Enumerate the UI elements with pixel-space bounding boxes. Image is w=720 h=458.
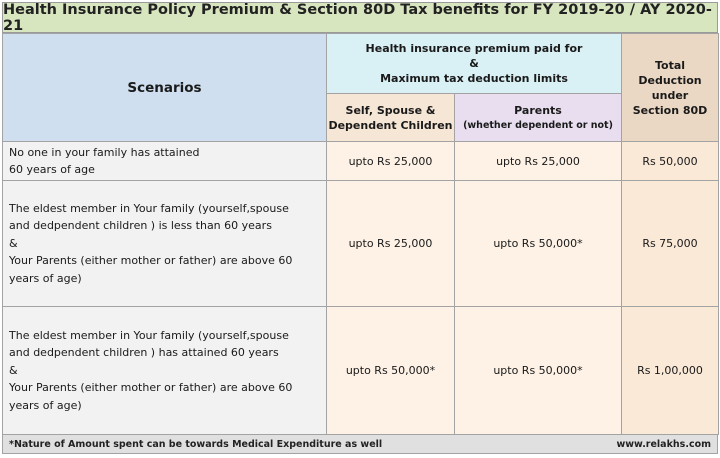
scenario-line: years of age): [9, 271, 82, 285]
self-deduction-cell: upto Rs 25,000: [327, 181, 455, 307]
scenario-cell: [3, 142, 327, 181]
footer-bar: [2, 434, 718, 454]
parents-deduction-cell: upto Rs 25,000: [455, 142, 622, 181]
parents-header: [455, 94, 622, 142]
total-header-line: Section 80D: [632, 103, 708, 117]
parents-deduction-cell: upto Rs 50,000*: [455, 307, 622, 435]
table-row: [3, 142, 719, 181]
parents-header-line: Parents: [514, 103, 562, 117]
total-deduction-header: [622, 34, 719, 142]
scenario-line: &: [9, 236, 18, 250]
scenario-line: Your Parents (either mother or father) are above 60: [9, 254, 293, 268]
scenario-cell: [3, 181, 327, 307]
premium-header-line: &: [469, 57, 479, 70]
parents-deduction-cell: upto Rs 50,000*: [455, 181, 622, 307]
self-deduction-cell: upto Rs 25,000: [327, 142, 455, 181]
table-row: [3, 307, 719, 435]
scenario-line: The eldest member in Your family (yourself,spouse: [9, 201, 289, 215]
scenarios-header: Scenarios: [3, 34, 327, 142]
premium-header: [327, 34, 622, 94]
scenario-line: No one in your family has attained: [9, 145, 200, 159]
source-website: www.relakhs.com: [616, 438, 711, 450]
scenario-line: The eldest member in Your family (yourself,spouse: [9, 328, 289, 342]
scenario-line: Your Parents (either mother or father) are above 60: [9, 381, 293, 395]
infographic: [2, 2, 718, 454]
page-title: Health Insurance Policy Premium & Section 80D Tax benefits for FY 2019-20 / AY 2020-21: [2, 2, 718, 33]
total-deduction-cell: Rs 75,000: [622, 181, 719, 307]
total-header-line: under: [651, 88, 689, 102]
total-deduction-cell: Rs 50,000: [622, 142, 719, 181]
scenario-line: years of age): [9, 398, 82, 412]
scenario-line: and dedpendent children ) is less than 60 years: [9, 219, 272, 233]
scenario-cell: [3, 307, 327, 435]
self-deduction-cell: upto Rs 50,000*: [327, 307, 455, 435]
scenario-line: 60 years of age: [9, 163, 95, 176]
total-header-line: Total Deduction: [638, 58, 702, 87]
self-header-line: Self, Spouse &: [345, 103, 436, 117]
footnote: *Nature of Amount spent can be towards Medical Expenditure as well: [9, 438, 383, 450]
premium-header-line: Maximum tax deduction limits: [380, 72, 568, 85]
self-spouse-header: [327, 94, 455, 142]
scenario-line: and dedpendent children ) has attained 60 years: [9, 346, 279, 360]
parents-header-subline: (whether dependent or not): [463, 119, 613, 131]
scenario-line: &: [9, 363, 18, 377]
premium-header-line: Health insurance premium paid for: [365, 42, 583, 55]
self-header-line: Dependent Children: [328, 118, 453, 132]
total-deduction-cell: Rs 1,00,000: [622, 307, 719, 435]
table-row: [3, 181, 719, 307]
tax-benefit-table: [2, 33, 719, 435]
